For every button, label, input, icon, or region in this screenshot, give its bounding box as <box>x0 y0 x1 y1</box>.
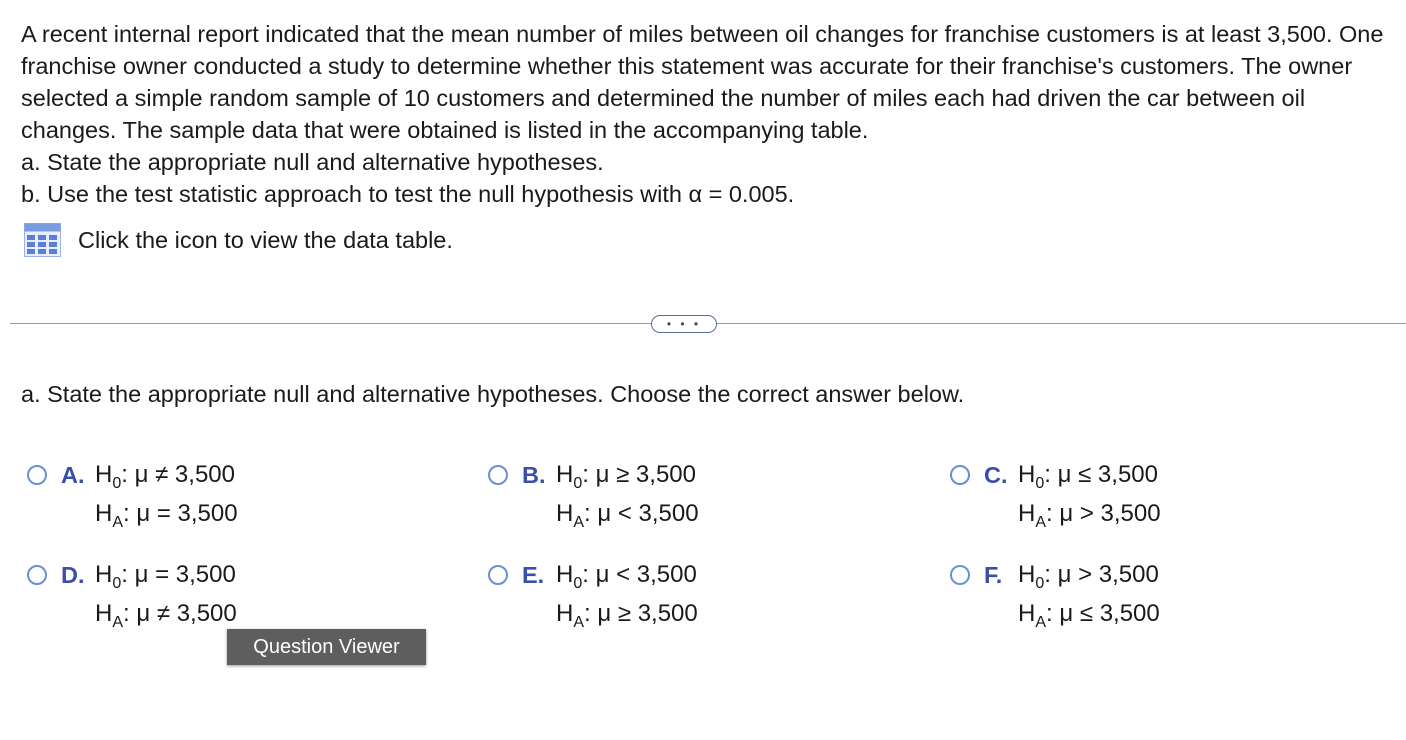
option-a-radio[interactable] <box>27 465 47 485</box>
option-e-null: $H_0$: μ < 3,500 <box>556 561 697 592</box>
option-f-hypotheses <box>1018 555 1160 633</box>
problem-part-a: a. State the appropriate null and alternative hypotheses. <box>21 149 604 175</box>
question-prompt: a. State the appropriate null and alternative hypotheses. Choose the correct answer below. <box>21 381 965 407</box>
option-e-hypotheses <box>556 555 698 633</box>
option-c-radio[interactable] <box>950 465 970 485</box>
option-a[interactable] <box>27 462 238 533</box>
option-c-null: $H_0$: μ ≤ 3,500 <box>1018 461 1158 492</box>
option-d-alt: $H_A$: μ ≠ 3,500 <box>95 600 237 631</box>
option-c-hypotheses <box>1018 455 1161 533</box>
option-d-radio[interactable] <box>27 565 47 585</box>
option-e-letter: E. <box>522 562 545 588</box>
option-c-letter: C. <box>984 462 1008 488</box>
option-d-null: $H_0$: μ = 3,500 <box>95 561 236 592</box>
problem-paragraph: A recent internal report indicated that the mean number of miles between oil changes for franchise customers is at least 3,500. One franchise owner conducted a study to determine whether this statement was accurate for their franchise's customers. The owner selected a simple random sample of 10 customers and determined the number of miles each had driven the car between oil changes. The sample data that were obtained is listed in the accompanying table. <box>21 21 1384 143</box>
option-a-letter: A. <box>61 462 85 488</box>
view-data-table-link[interactable] <box>24 223 453 257</box>
option-b-hypotheses <box>556 455 699 533</box>
option-f-radio[interactable] <box>950 565 970 585</box>
option-e-alt: $H_A$: μ ≥ 3,500 <box>556 600 698 631</box>
option-f-alt: $H_A$: μ ≤ 3,500 <box>1018 600 1160 631</box>
option-d[interactable] <box>27 562 237 633</box>
option-b-alt: $H_A$: μ < 3,500 <box>556 500 699 531</box>
option-b-radio[interactable] <box>488 465 508 485</box>
option-a-null: $H_0$: μ ≠ 3,500 <box>95 461 235 492</box>
option-f[interactable] <box>950 562 1160 633</box>
option-c[interactable] <box>950 462 1161 533</box>
option-e[interactable] <box>488 562 698 633</box>
expand-more-button[interactable]: • • • <box>651 315 717 333</box>
question-viewer-tooltip: Question Viewer <box>227 629 426 665</box>
option-a-hypotheses <box>95 455 238 533</box>
option-d-hypotheses <box>95 555 237 633</box>
view-data-table-label[interactable]: Click the icon to view the data table. <box>78 226 453 253</box>
option-c-alt: $H_A$: μ > 3,500 <box>1018 500 1161 531</box>
option-b-null: $H_0$: μ ≥ 3,500 <box>556 461 696 492</box>
option-b-letter: B. <box>522 462 546 488</box>
option-f-letter: F. <box>984 562 1003 588</box>
table-icon[interactable] <box>24 223 61 257</box>
problem-part-b: b. Use the test statistic approach to test the null hypothesis with α = 0.005. <box>21 181 795 207</box>
problem-statement <box>21 18 1401 210</box>
option-e-radio[interactable] <box>488 565 508 585</box>
option-b[interactable] <box>488 462 699 533</box>
option-a-alt: $H_A$: μ = 3,500 <box>95 500 238 531</box>
option-f-null: $H_0$: μ > 3,500 <box>1018 561 1159 592</box>
option-d-letter: D. <box>61 562 85 588</box>
